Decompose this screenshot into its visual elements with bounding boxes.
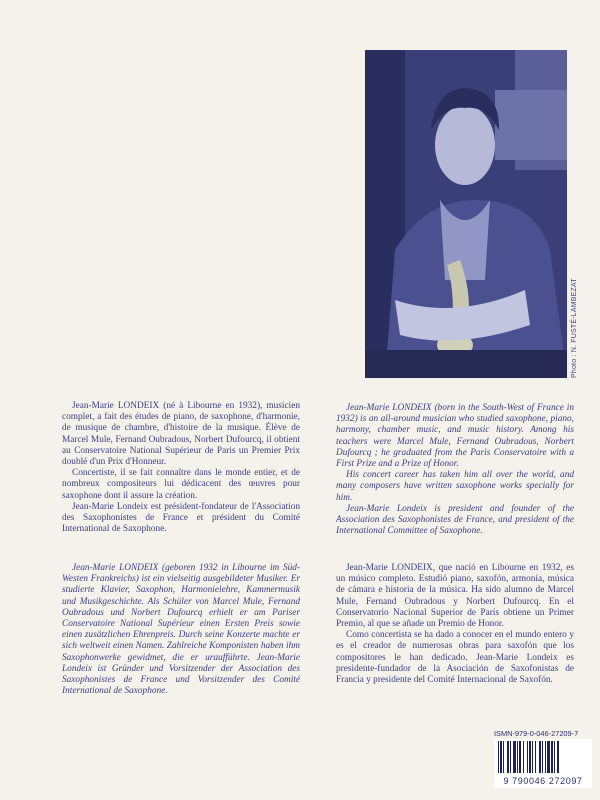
ismn-label: ISMN-979-0-046-27209-7	[494, 729, 579, 738]
barcode-bar	[547, 741, 550, 773]
spanish-paragraph-1: Jean-Marie LONDEIX, que nació en Libourne en 1932, es un músico completo. Estudió piano, saxofón, armonía, música de cámara e historia de la música. Ha sido alumno de Marcel Mule, Fernand Oubradous y Norbert Dufourcq. En el Conservatorio Nacional Superior de París obtiene un Primer Premio, al que se añade un Premio de Honor.	[336, 563, 574, 630]
barcode-bar	[529, 741, 531, 773]
barcode-bar	[510, 741, 511, 773]
barcode-bar	[557, 741, 559, 773]
english-paragraph-2: His concert career has taken him all over the world, and many composers have written saxophone works specially for him.	[336, 470, 574, 503]
french-biography	[62, 401, 300, 535]
photo-credit: Photo : N. FUSTÉ-LAMBEZAT	[571, 278, 578, 378]
barcode-bar	[527, 741, 528, 773]
french-paragraph-2: Concertiste, il se fait connaître dans le monde entier, et de nombreux compositeurs lui dédicacent des œuvres pour saxophone dont il assure la création.	[62, 468, 300, 501]
spanish-biography	[336, 563, 574, 686]
barcode-bar	[532, 741, 533, 773]
barcode-bar	[535, 741, 536, 773]
english-paragraph-3: Jean-Marie Londeix is president and founder of the Association des Saxophonistes de France, and president of the International Committee of Saxophone.	[336, 503, 574, 537]
barcode-bar	[551, 741, 553, 773]
english-paragraph-1: Jean-Marie LONDEIX (born in the South-West of France in 1932) is an all-around musician who studied saxophone, piano, harmony, chamber music, and music history. Among his teachers were Marcel Mule, Fernand Oubradous, Norbert Dufourcq ; he graduated from the Paris Conservatoire with a First Prize and a Prize of Honor.	[336, 403, 574, 470]
barcode-bar	[542, 741, 543, 773]
french-paragraph-3: Jean-Marie Londeix est président-fondateur de l'Association des Saxophonistes de France et président du Comité International de Saxophone.	[62, 501, 300, 535]
barcode-bar	[513, 741, 516, 773]
barcode-bar	[498, 741, 499, 773]
french-paragraph-1: Jean-Marie LONDEIX (né à Libourne en 1932), musicien complet, a fait des études de piano, de saxophone, d'harmonie, de musique de chambre, d'histoire de la musique. Élève de Marcel Mule, Fernand Oubradous, Norbert Dufourcq, il obtient au Conservatoire National Supérieur de Paris un Premier Prix doublé d'un Prix d'Honneur.	[62, 401, 300, 468]
barcode-bar	[507, 741, 509, 773]
barcode-bar	[500, 741, 502, 773]
portrait-photo	[365, 50, 567, 378]
english-biography	[336, 403, 574, 537]
barcode-bar	[517, 741, 518, 773]
german-biography	[62, 563, 300, 697]
barcode-bar	[554, 741, 555, 773]
barcode-bar	[545, 741, 546, 773]
barcode-bar	[539, 741, 541, 773]
portrait-photo-icon	[365, 50, 567, 378]
barcode-bar	[503, 741, 504, 773]
spanish-paragraph-2: Como concertista se ha dado a conocer en el mundo entero y es el creador de numerosas obras para saxofón que los compositores le han dedicado. Jean-Marie Londeix es presidente-fundador de la Asociación de Saxofonistas de Francia y presidente del Comité Internacional de Saxofón.	[336, 630, 574, 686]
barcode-bar	[519, 741, 521, 773]
barcode-bars	[494, 739, 592, 775]
barcode-bar	[523, 741, 524, 773]
german-paragraph-1: Jean-Marie LONDEIX (geboren 1932 in Libourne im Süd-Westen Frankreichs) ist ein vielseitig ausgebildeter Musiker. Er studierte Klavier, Saxophon, Harmonielehre, Kammermusik und Musikgeschichte. Als Schüler von Marcel Mule, Fernand Oubradous und Norbert Dufourcq erhielt er am Pariser Conservatoire National Supérieur einen Ersten Preis sowie einen zusätzlichen Ehrenpreis. Durch seine Konzerte machte er sich weltweit einen Namen. Zahlreiche Komponisten haben ihm Saxophonwerke gewidmet, die er uraufführte. Jean-Marie Londeix ist Gründer und Vorsitzender der Association des Saxophonistes de France und Vorsitzender des Comité International de Saxophone.	[62, 563, 300, 697]
barcode-number: 9 790046 272097	[494, 774, 592, 788]
